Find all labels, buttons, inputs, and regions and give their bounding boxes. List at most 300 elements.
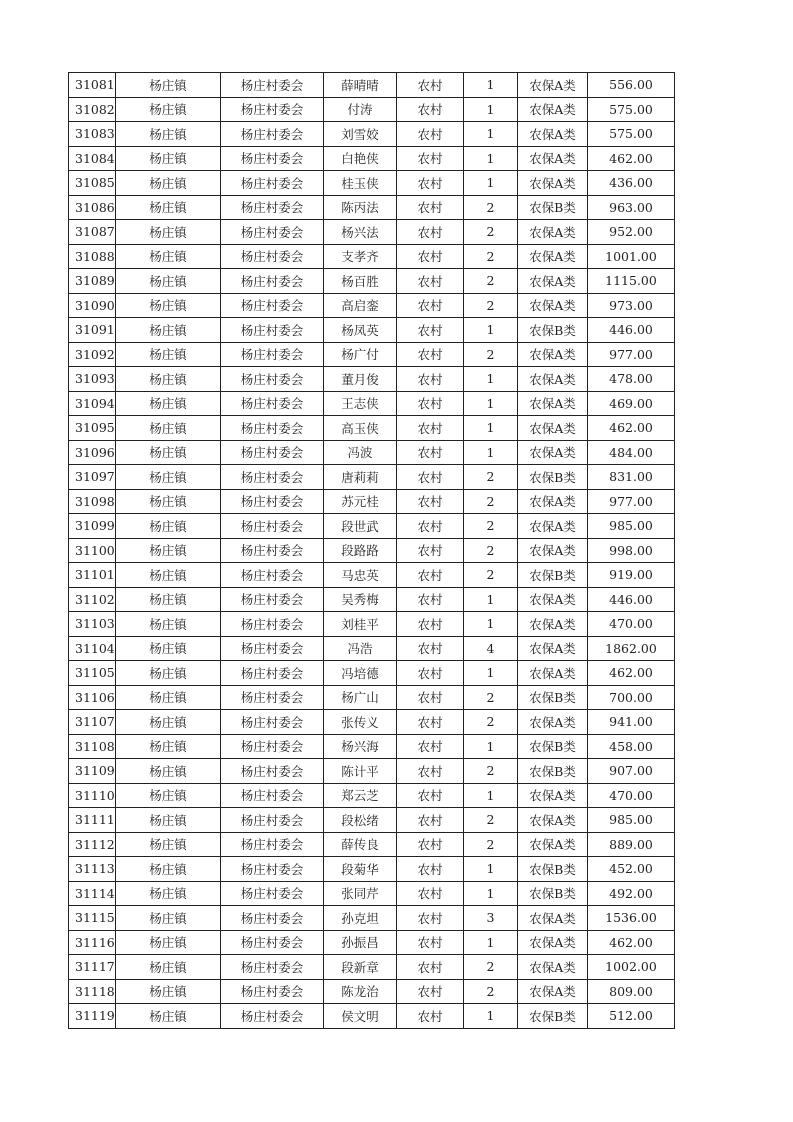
household-size-cell: 1 (464, 440, 518, 465)
village-committee-cell: 杨庄村委会 (221, 930, 324, 955)
household-type-cell: 农村 (397, 587, 464, 612)
household-size-cell: 2 (464, 293, 518, 318)
household-size-cell: 3 (464, 906, 518, 931)
village-committee-cell: 杨庄村委会 (221, 857, 324, 882)
amount-cell: 1862.00 (588, 636, 675, 661)
person-name-cell: 陈计平 (324, 759, 397, 784)
household-size-cell: 1 (464, 122, 518, 147)
record-id-cell: 31091 (69, 318, 116, 343)
amount-cell: 462.00 (588, 146, 675, 171)
village-committee-cell: 杨庄村委会 (221, 171, 324, 196)
table-row (69, 171, 675, 196)
table-row (69, 808, 675, 833)
household-type-cell: 农村 (397, 661, 464, 686)
record-id-cell: 31089 (69, 269, 116, 294)
amount-cell: 556.00 (588, 73, 675, 98)
town-cell: 杨庄镇 (116, 906, 221, 931)
town-cell: 杨庄镇 (116, 220, 221, 245)
amount-cell: 977.00 (588, 489, 675, 514)
household-type-cell: 农村 (397, 122, 464, 147)
table-row (69, 587, 675, 612)
village-committee-cell: 杨庄村委会 (221, 1004, 324, 1029)
household-size-cell: 2 (464, 979, 518, 1004)
household-size-cell: 1 (464, 587, 518, 612)
insurance-category-cell: 农保B类 (518, 881, 588, 906)
household-type-cell: 农村 (397, 538, 464, 563)
table-row (69, 318, 675, 343)
household-size-cell: 2 (464, 685, 518, 710)
table-row (69, 979, 675, 1004)
record-id-cell: 31096 (69, 440, 116, 465)
town-cell: 杨庄镇 (116, 465, 221, 490)
household-size-cell: 2 (464, 195, 518, 220)
household-size-cell: 1 (464, 97, 518, 122)
town-cell: 杨庄镇 (116, 269, 221, 294)
household-size-cell: 1 (464, 930, 518, 955)
table-row (69, 489, 675, 514)
record-id-cell: 31098 (69, 489, 116, 514)
household-size-cell: 2 (464, 955, 518, 980)
insurance-category-cell: 农保B类 (518, 318, 588, 343)
table-row (69, 685, 675, 710)
household-type-cell: 农村 (397, 367, 464, 392)
household-size-cell: 1 (464, 391, 518, 416)
village-committee-cell: 杨庄村委会 (221, 661, 324, 686)
household-type-cell: 农村 (397, 514, 464, 539)
amount-cell: 452.00 (588, 857, 675, 882)
record-id-cell: 31095 (69, 416, 116, 441)
household-type-cell: 农村 (397, 195, 464, 220)
village-committee-cell: 杨庄村委会 (221, 759, 324, 784)
person-name-cell: 段菊华 (324, 857, 397, 882)
record-id-cell: 31112 (69, 832, 116, 857)
household-type-cell: 农村 (397, 293, 464, 318)
village-committee-cell: 杨庄村委会 (221, 710, 324, 735)
table-row (69, 97, 675, 122)
table-row (69, 759, 675, 784)
person-name-cell: 杨百胜 (324, 269, 397, 294)
record-id-cell: 31113 (69, 857, 116, 882)
town-cell: 杨庄镇 (116, 73, 221, 98)
household-size-cell: 1 (464, 881, 518, 906)
insurance-category-cell: 农保A类 (518, 367, 588, 392)
amount-cell: 484.00 (588, 440, 675, 465)
household-type-cell: 农村 (397, 391, 464, 416)
table-row (69, 783, 675, 808)
table-row (69, 342, 675, 367)
household-size-cell: 1 (464, 857, 518, 882)
record-id-cell: 31104 (69, 636, 116, 661)
person-name-cell: 杨广山 (324, 685, 397, 710)
person-name-cell: 付涛 (324, 97, 397, 122)
village-committee-cell: 杨庄村委会 (221, 734, 324, 759)
village-committee-cell: 杨庄村委会 (221, 538, 324, 563)
town-cell: 杨庄镇 (116, 122, 221, 147)
town-cell: 杨庄镇 (116, 342, 221, 367)
town-cell: 杨庄镇 (116, 97, 221, 122)
insurance-category-cell: 农保A类 (518, 220, 588, 245)
amount-cell: 907.00 (588, 759, 675, 784)
insurance-category-cell: 农保A类 (518, 73, 588, 98)
insurance-category-cell: 农保A类 (518, 538, 588, 563)
person-name-cell: 薛晴晴 (324, 73, 397, 98)
household-type-cell: 农村 (397, 269, 464, 294)
person-name-cell: 杨兴法 (324, 220, 397, 245)
household-size-cell: 1 (464, 73, 518, 98)
person-name-cell: 董月俊 (324, 367, 397, 392)
amount-cell: 985.00 (588, 514, 675, 539)
household-size-cell: 1 (464, 734, 518, 759)
insurance-category-cell: 农保B类 (518, 857, 588, 882)
insurance-category-cell: 农保A类 (518, 979, 588, 1004)
person-name-cell: 冯波 (324, 440, 397, 465)
amount-cell: 462.00 (588, 661, 675, 686)
insurance-category-cell: 农保A类 (518, 342, 588, 367)
household-type-cell: 农村 (397, 710, 464, 735)
person-name-cell: 段松绪 (324, 808, 397, 833)
table-row (69, 465, 675, 490)
amount-cell: 575.00 (588, 97, 675, 122)
town-cell: 杨庄镇 (116, 832, 221, 857)
household-size-cell: 1 (464, 612, 518, 637)
town-cell: 杨庄镇 (116, 783, 221, 808)
household-type-cell: 农村 (397, 318, 464, 343)
person-name-cell: 段世武 (324, 514, 397, 539)
amount-cell: 1001.00 (588, 244, 675, 269)
household-size-cell: 2 (464, 759, 518, 784)
household-type-cell: 农村 (397, 612, 464, 637)
village-committee-cell: 杨庄村委会 (221, 146, 324, 171)
amount-cell: 952.00 (588, 220, 675, 245)
table-row (69, 146, 675, 171)
record-id-cell: 31110 (69, 783, 116, 808)
person-name-cell: 段新章 (324, 955, 397, 980)
person-name-cell: 张传义 (324, 710, 397, 735)
village-committee-cell: 杨庄村委会 (221, 881, 324, 906)
person-name-cell: 孙克坦 (324, 906, 397, 931)
household-size-cell: 2 (464, 342, 518, 367)
household-type-cell: 农村 (397, 832, 464, 857)
insurance-category-cell: 农保A类 (518, 269, 588, 294)
amount-cell: 462.00 (588, 416, 675, 441)
record-id-cell: 31088 (69, 244, 116, 269)
village-committee-cell: 杨庄村委会 (221, 391, 324, 416)
table-row (69, 440, 675, 465)
insurance-category-cell: 农保A类 (518, 244, 588, 269)
insurance-category-cell: 农保B类 (518, 759, 588, 784)
village-committee-cell: 杨庄村委会 (221, 195, 324, 220)
insurance-category-cell: 农保A类 (518, 710, 588, 735)
household-type-cell: 农村 (397, 563, 464, 588)
table-row (69, 416, 675, 441)
household-size-cell: 4 (464, 636, 518, 661)
table-row (69, 734, 675, 759)
amount-cell: 831.00 (588, 465, 675, 490)
person-name-cell: 陈丙法 (324, 195, 397, 220)
village-committee-cell: 杨庄村委会 (221, 636, 324, 661)
insurance-category-cell: 农保B类 (518, 1004, 588, 1029)
household-size-cell: 2 (464, 465, 518, 490)
household-size-cell: 1 (464, 1004, 518, 1029)
insurance-category-cell: 农保B类 (518, 685, 588, 710)
insurance-category-cell: 农保A类 (518, 832, 588, 857)
record-id-cell: 31099 (69, 514, 116, 539)
table-row (69, 391, 675, 416)
household-type-cell: 农村 (397, 220, 464, 245)
amount-cell: 973.00 (588, 293, 675, 318)
town-cell: 杨庄镇 (116, 661, 221, 686)
insurance-category-cell: 农保A类 (518, 293, 588, 318)
village-committee-cell: 杨庄村委会 (221, 244, 324, 269)
insurance-category-cell: 农保A类 (518, 661, 588, 686)
table-row (69, 563, 675, 588)
village-committee-cell: 杨庄村委会 (221, 612, 324, 637)
household-type-cell: 农村 (397, 734, 464, 759)
table-row (69, 710, 675, 735)
village-committee-cell: 杨庄村委会 (221, 808, 324, 833)
record-id-cell: 31102 (69, 587, 116, 612)
village-committee-cell: 杨庄村委会 (221, 906, 324, 931)
household-size-cell: 1 (464, 367, 518, 392)
record-id-cell: 31084 (69, 146, 116, 171)
town-cell: 杨庄镇 (116, 514, 221, 539)
record-id-cell: 31108 (69, 734, 116, 759)
table-row (69, 122, 675, 147)
table-row (69, 881, 675, 906)
person-name-cell: 杨广付 (324, 342, 397, 367)
person-name-cell: 刘雪姣 (324, 122, 397, 147)
household-type-cell: 农村 (397, 342, 464, 367)
record-id-cell: 31097 (69, 465, 116, 490)
town-cell: 杨庄镇 (116, 685, 221, 710)
amount-cell: 575.00 (588, 122, 675, 147)
person-name-cell: 高玉侠 (324, 416, 397, 441)
table-row (69, 195, 675, 220)
village-committee-cell: 杨庄村委会 (221, 416, 324, 441)
amount-cell: 470.00 (588, 783, 675, 808)
table-row (69, 1004, 675, 1029)
insurance-category-cell: 农保A类 (518, 97, 588, 122)
village-committee-cell: 杨庄村委会 (221, 955, 324, 980)
town-cell: 杨庄镇 (116, 930, 221, 955)
household-type-cell: 农村 (397, 930, 464, 955)
record-id-cell: 31085 (69, 171, 116, 196)
household-type-cell: 农村 (397, 489, 464, 514)
insurance-category-cell: 农保A类 (518, 906, 588, 931)
town-cell: 杨庄镇 (116, 416, 221, 441)
household-size-cell: 2 (464, 220, 518, 245)
record-id-cell: 31107 (69, 710, 116, 735)
table-row (69, 832, 675, 857)
table-row (69, 661, 675, 686)
record-id-cell: 31083 (69, 122, 116, 147)
household-type-cell: 农村 (397, 979, 464, 1004)
town-cell: 杨庄镇 (116, 293, 221, 318)
village-committee-cell: 杨庄村委会 (221, 685, 324, 710)
record-id-cell: 31087 (69, 220, 116, 245)
household-type-cell: 农村 (397, 97, 464, 122)
household-type-cell: 农村 (397, 906, 464, 931)
amount-cell: 458.00 (588, 734, 675, 759)
person-name-cell: 高启銮 (324, 293, 397, 318)
village-committee-cell: 杨庄村委会 (221, 122, 324, 147)
household-type-cell: 农村 (397, 955, 464, 980)
amount-cell: 809.00 (588, 979, 675, 1004)
amount-cell: 478.00 (588, 367, 675, 392)
insurance-category-cell: 农保A类 (518, 783, 588, 808)
insurance-category-cell: 农保A类 (518, 587, 588, 612)
insurance-category-cell: 农保B类 (518, 465, 588, 490)
table-row (69, 514, 675, 539)
table-row (69, 538, 675, 563)
village-committee-cell: 杨庄村委会 (221, 367, 324, 392)
amount-cell: 998.00 (588, 538, 675, 563)
person-name-cell: 唐莉莉 (324, 465, 397, 490)
household-type-cell: 农村 (397, 685, 464, 710)
person-name-cell: 苏元桂 (324, 489, 397, 514)
record-id-cell: 31101 (69, 563, 116, 588)
town-cell: 杨庄镇 (116, 955, 221, 980)
household-size-cell: 2 (464, 269, 518, 294)
town-cell: 杨庄镇 (116, 1004, 221, 1029)
record-id-cell: 31115 (69, 906, 116, 931)
household-size-cell: 2 (464, 563, 518, 588)
table-row (69, 269, 675, 294)
household-type-cell: 农村 (397, 759, 464, 784)
town-cell: 杨庄镇 (116, 391, 221, 416)
insurance-category-cell: 农保A类 (518, 930, 588, 955)
insurance-category-cell: 农保A类 (518, 808, 588, 833)
table-row (69, 612, 675, 637)
person-name-cell: 孙振昌 (324, 930, 397, 955)
benefit-table (68, 72, 675, 1029)
household-type-cell: 农村 (397, 244, 464, 269)
household-type-cell: 农村 (397, 783, 464, 808)
household-size-cell: 2 (464, 710, 518, 735)
household-type-cell: 农村 (397, 416, 464, 441)
amount-cell: 469.00 (588, 391, 675, 416)
town-cell: 杨庄镇 (116, 195, 221, 220)
insurance-category-cell: 农保A类 (518, 636, 588, 661)
table-row (69, 293, 675, 318)
insurance-category-cell: 农保A类 (518, 171, 588, 196)
village-committee-cell: 杨庄村委会 (221, 783, 324, 808)
town-cell: 杨庄镇 (116, 318, 221, 343)
amount-cell: 512.00 (588, 1004, 675, 1029)
amount-cell: 919.00 (588, 563, 675, 588)
insurance-category-cell: 农保A类 (518, 440, 588, 465)
person-name-cell: 杨凤英 (324, 318, 397, 343)
village-committee-cell: 杨庄村委会 (221, 563, 324, 588)
town-cell: 杨庄镇 (116, 759, 221, 784)
town-cell: 杨庄镇 (116, 710, 221, 735)
household-size-cell: 2 (464, 808, 518, 833)
person-name-cell: 冯培德 (324, 661, 397, 686)
person-name-cell: 张同芹 (324, 881, 397, 906)
town-cell: 杨庄镇 (116, 587, 221, 612)
table-row (69, 930, 675, 955)
record-id-cell: 31086 (69, 195, 116, 220)
insurance-category-cell: 农保A类 (518, 391, 588, 416)
amount-cell: 436.00 (588, 171, 675, 196)
town-cell: 杨庄镇 (116, 857, 221, 882)
household-size-cell: 2 (464, 514, 518, 539)
insurance-category-cell: 农保A类 (518, 122, 588, 147)
record-id-cell: 31082 (69, 97, 116, 122)
town-cell: 杨庄镇 (116, 636, 221, 661)
person-name-cell: 侯文明 (324, 1004, 397, 1029)
person-name-cell: 杨兴海 (324, 734, 397, 759)
household-type-cell: 农村 (397, 881, 464, 906)
village-committee-cell: 杨庄村委会 (221, 587, 324, 612)
amount-cell: 446.00 (588, 587, 675, 612)
person-name-cell: 薛传良 (324, 832, 397, 857)
town-cell: 杨庄镇 (116, 171, 221, 196)
record-id-cell: 31105 (69, 661, 116, 686)
person-name-cell: 郑云芝 (324, 783, 397, 808)
amount-cell: 1536.00 (588, 906, 675, 931)
town-cell: 杨庄镇 (116, 489, 221, 514)
record-id-cell: 31114 (69, 881, 116, 906)
person-name-cell: 王志侠 (324, 391, 397, 416)
town-cell: 杨庄镇 (116, 563, 221, 588)
record-id-cell: 31118 (69, 979, 116, 1004)
insurance-category-cell: 农保A类 (518, 146, 588, 171)
amount-cell: 446.00 (588, 318, 675, 343)
town-cell: 杨庄镇 (116, 146, 221, 171)
insurance-category-cell: 农保A类 (518, 416, 588, 441)
amount-cell: 492.00 (588, 881, 675, 906)
record-id-cell: 31094 (69, 391, 116, 416)
town-cell: 杨庄镇 (116, 808, 221, 833)
village-committee-cell: 杨庄村委会 (221, 293, 324, 318)
village-committee-cell: 杨庄村委会 (221, 514, 324, 539)
amount-cell: 889.00 (588, 832, 675, 857)
person-name-cell: 支孝齐 (324, 244, 397, 269)
household-size-cell: 1 (464, 661, 518, 686)
household-size-cell: 2 (464, 832, 518, 857)
record-id-cell: 31117 (69, 955, 116, 980)
village-committee-cell: 杨庄村委会 (221, 269, 324, 294)
town-cell: 杨庄镇 (116, 734, 221, 759)
record-id-cell: 31103 (69, 612, 116, 637)
table-row (69, 367, 675, 392)
amount-cell: 462.00 (588, 930, 675, 955)
household-size-cell: 1 (464, 416, 518, 441)
household-size-cell: 2 (464, 489, 518, 514)
person-name-cell: 陈龙治 (324, 979, 397, 1004)
person-name-cell: 段路路 (324, 538, 397, 563)
village-committee-cell: 杨庄村委会 (221, 318, 324, 343)
village-committee-cell: 杨庄村委会 (221, 440, 324, 465)
insurance-category-cell: 农保A类 (518, 489, 588, 514)
amount-cell: 1115.00 (588, 269, 675, 294)
village-committee-cell: 杨庄村委会 (221, 832, 324, 857)
record-id-cell: 31092 (69, 342, 116, 367)
village-committee-cell: 杨庄村委会 (221, 979, 324, 1004)
record-id-cell: 31093 (69, 367, 116, 392)
household-type-cell: 农村 (397, 1004, 464, 1029)
amount-cell: 985.00 (588, 808, 675, 833)
town-cell: 杨庄镇 (116, 612, 221, 637)
village-committee-cell: 杨庄村委会 (221, 97, 324, 122)
amount-cell: 470.00 (588, 612, 675, 637)
person-name-cell: 刘桂平 (324, 612, 397, 637)
household-type-cell: 农村 (397, 171, 464, 196)
record-id-cell: 31111 (69, 808, 116, 833)
household-type-cell: 农村 (397, 440, 464, 465)
household-type-cell: 农村 (397, 636, 464, 661)
